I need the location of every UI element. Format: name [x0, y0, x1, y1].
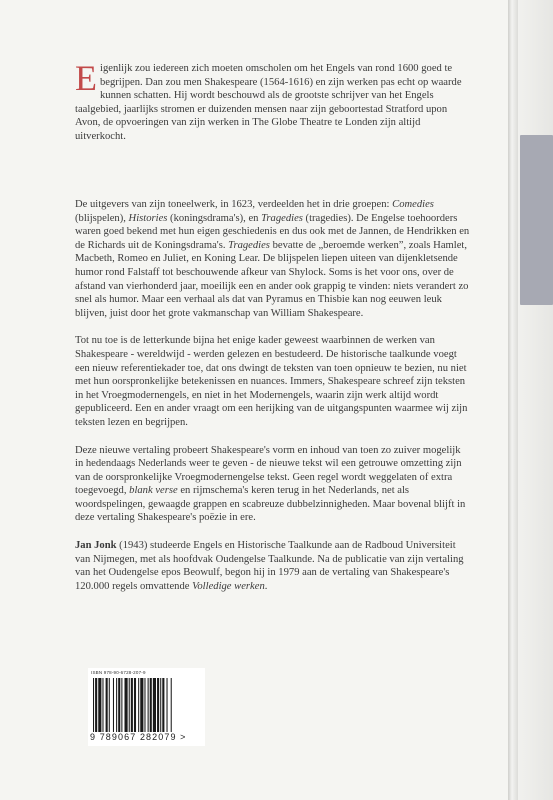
barcode-bar — [160, 678, 161, 732]
text-run: en rijmschema's keren terug in het Nederlands, net als woordspelingen, gewaagde grappen en scabreuze dubbelzinnigheden. Maar bovenal blijft in deze vertaling Shakespeare's poëzie in ere. — [75, 485, 466, 524]
text-run: (blijspelen), — [75, 212, 129, 224]
barcode-bar — [106, 678, 108, 732]
barcode-bar — [162, 678, 164, 732]
italic-term: Volledige werken — [192, 580, 265, 592]
text-run: (1943) studeerde Engels en Historische Taalkunde aan de Radboud Universiteit van Nijmegen, met als hoofdvak Oudengelse Taalkunde. Na de publicatie van zijn vertaling van het Oudengelse epos Beowulf, begon hij in 1979 aan de vertaling van Shakespeare's 120.000 regels omvattende — [75, 540, 464, 592]
blurb-text — [75, 58, 470, 607]
paragraph-linguistics — [75, 334, 470, 429]
italic-term: blank verse — [129, 485, 178, 497]
barcode-digits: 9 789067 282079 > — [90, 732, 187, 742]
drop-cap: E — [75, 58, 97, 98]
barcode-bar — [148, 678, 149, 732]
text-run: . — [264, 580, 268, 592]
barcode-bar — [121, 678, 122, 732]
isbn-label: ISBN 978-90-6728-207-9 — [91, 670, 146, 675]
paragraph-linguistics-text: Tot nu toe is de letterkunde bijna het enige kader geweest waarbinnen de werken van Shakespeare - wereldwijd - werden gelezen en bestudeerd. De historische taalkunde voegt een nieuw referentiekader toe, dat ons dwingt de teksten van toen opnieuw te bezien, nu niet met hun oorspronkelijke betekenissen en nuances. Immers, Shakespeare schreef zijn teksten in het Vroegmodernengels, en niet in het Modernengels, waarin zijn werk altijd wordt gepubliceerd. Een en ander vraagt om een herijking van de uitgangspunten waarmee wij zijn teksten lezen en begrijpen. — [75, 335, 468, 428]
barcode-bar — [118, 678, 120, 732]
text-run: (tragedies). De Engelse toehoorders waren goed bekend met hun eigen geschiedenis en dus ook met de Jannen, de Hendrikken en de Richards uit de Koningsdrama's. — [75, 212, 470, 251]
barcode-bar — [125, 678, 128, 732]
italic-term: Tragedies — [261, 212, 303, 224]
barcode-bar — [109, 678, 110, 732]
cover-edge — [508, 0, 518, 800]
text-run: Deze nieuwe vertaling probeert Shakespeare's vorm en inhoud van toen zo zuiver mogelijk in hedendaags Nederlands weer te geven - de nieuwe tekst wil een getrouwe omzetting zijn van de oorspronkelijke Vroegmodernengelse tekst. Geen regel wordt weggelaten of extra toegevoegd, — [75, 444, 462, 497]
text-run: De uitgevers van zijn toneelwerk, in 1623, verdeelden het in drie groepen: — [75, 199, 393, 210]
barcode-bar — [171, 678, 172, 732]
paragraph-author-bio — [75, 539, 470, 593]
barcode-bar — [102, 678, 103, 732]
paragraph-groups — [75, 198, 470, 320]
barcode-bar — [98, 678, 101, 732]
barcode-bar — [93, 678, 94, 732]
barcode-bar — [157, 678, 159, 732]
author-name: Jan Jonk — [75, 540, 117, 552]
barcode-bar — [150, 678, 152, 732]
spine-label-strip — [520, 135, 553, 305]
barcode-bar — [134, 678, 136, 732]
barcode-bar — [140, 678, 143, 732]
barcode-bar — [138, 678, 139, 732]
barcode-bar — [131, 678, 133, 732]
barcode-bar — [153, 678, 156, 732]
barcode-bar — [113, 678, 114, 732]
text-run: (koningsdrama's), en — [167, 212, 262, 224]
barcode-bar — [95, 678, 97, 732]
adjacent-book — [518, 0, 553, 800]
barcode-bar — [116, 678, 117, 732]
paragraph-intro — [75, 58, 470, 184]
italic-term: Tragedies — [228, 239, 270, 251]
paragraph-translation — [75, 444, 470, 526]
barcode-bar — [167, 678, 168, 732]
italic-term: Comedies — [392, 199, 434, 210]
italic-term: Histories — [128, 212, 168, 224]
barcode-bars — [93, 678, 199, 732]
text-run: bevatte de „beroemde werken”, zoals Hamlet, Macbeth, Romeo en Juliet, en Koning Lear. De blijspelen liepen uiteen van dijenkletsende humor rond Falstaff tot beschouwende afkeur van Shylock. Soms is het voor ons, over de afstand van vierhonderd jaar, moeilijk een en ander ook grappig te vinden: niets verandert zo snel als humor. Maar een verhaal als dat van Pyramus en Thisbie kan nog eeuwen leuk blijven, juist door het grote vakmanschap van William Shakespeare. — [75, 239, 469, 319]
barcode-bar — [144, 678, 145, 732]
barcode-bar — [129, 678, 130, 732]
paragraph-intro-text: igenlijk zou iedereen zich moeten omscholen om het Engels van rond 1600 goed te begrijpen. Dan zou men Shakespeare (1564-1616) en zijn werken pas echt op waarde kunnen schatten. Hij wordt beschouwd als de grootste schrijver van het Engels taalgebied, jaarlijks stromen er duizenden mensen naar zijn geboortestad Stratford upon Avon, de opvoeringen van zijn werken in The Globe Theatre te Londen zijn altijd uitverkocht. — [75, 63, 462, 142]
isbn-barcode — [88, 668, 205, 746]
